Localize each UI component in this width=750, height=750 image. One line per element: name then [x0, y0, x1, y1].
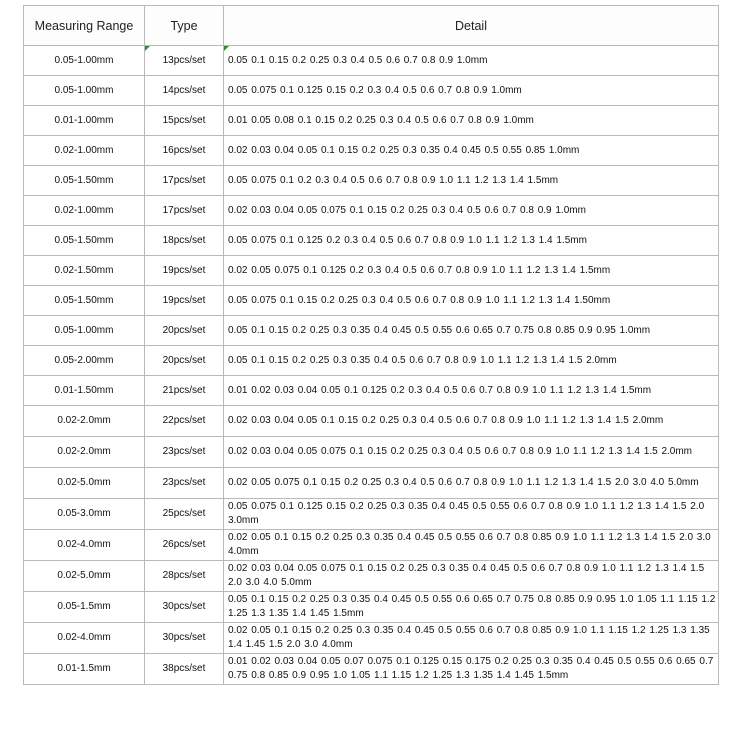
- cell-measuring-range: 0.02-4.0mm: [24, 530, 145, 561]
- cell-measuring-range: 0.05-2.00mm: [24, 346, 145, 376]
- table-body: [24, 46, 719, 685]
- cell-measuring-range: 0.05-3.0mm: [24, 499, 145, 530]
- cell-measuring-range: 0.02-1.00mm: [24, 136, 145, 166]
- cell-type: 26pcs/set: [145, 530, 224, 561]
- cell-measuring-range: 0.05-1.50mm: [24, 166, 145, 196]
- cell-measuring-range: 0.05-1.5mm: [24, 592, 145, 623]
- cell-measuring-range: 0.05-1.50mm: [24, 286, 145, 316]
- cell-type: 20pcs/set: [145, 316, 224, 346]
- header-measuring-range: Measuring Range: [24, 6, 145, 46]
- cell-detail: 0.01 0.02 0.03 0.04 0.05 0.1 0.125 0.2 0.3 0.4 0.5 0.6 0.7 0.8 0.9 1.0 1.1 1.2 1.3 1.4 1.5mm: [224, 376, 719, 406]
- cell-type: 19pcs/set: [145, 286, 224, 316]
- cell-detail: 0.05 0.075 0.1 0.15 0.2 0.25 0.3 0.4 0.5 0.6 0.7 0.8 0.9 1.0 1.1 1.2 1.3 1.4 1.50mm: [224, 286, 719, 316]
- cell-corner-marker-icon: [145, 46, 150, 51]
- cell-detail: 0.01 0.05 0.08 0.1 0.15 0.2 0.25 0.3 0.4 0.5 0.6 0.7 0.8 0.9 1.0mm: [224, 106, 719, 136]
- table-row: [24, 346, 719, 376]
- spec-table-container: [23, 5, 718, 685]
- cell-type: 17pcs/set: [145, 196, 224, 226]
- measuring-range-table: [23, 5, 719, 685]
- cell-measuring-range: 0.01-1.5mm: [24, 654, 145, 685]
- cell-detail: 0.02 0.05 0.1 0.15 0.2 0.25 0.3 0.35 0.4 0.45 0.5 0.55 0.6 0.7 0.8 0.85 0.9 1.0 1.1 1.2 1.3 1.4 1.5 2.0 3.0 4.0mm: [224, 530, 719, 561]
- table-row: [24, 106, 719, 136]
- cell-detail: 0.05 0.075 0.1 0.125 0.15 0.2 0.25 0.3 0.35 0.4 0.45 0.5 0.55 0.6 0.7 0.8 0.9 1.0 1.1 1.2 1.3 1.4 1.5 2.0 3.0mm: [224, 499, 719, 530]
- cell-detail: 0.05 0.1 0.15 0.2 0.25 0.3 0.4 0.5 0.6 0.7 0.8 0.9 1.0mm: [224, 46, 719, 76]
- cell-detail: 0.02 0.03 0.04 0.05 0.075 0.1 0.15 0.2 0.25 0.3 0.4 0.5 0.6 0.7 0.8 0.9 1.0mm: [224, 196, 719, 226]
- cell-measuring-range: 0.05-1.00mm: [24, 316, 145, 346]
- table-row: [24, 166, 719, 196]
- cell-detail: 0.05 0.075 0.1 0.125 0.2 0.3 0.4 0.5 0.6 0.7 0.8 0.9 1.0 1.1 1.2 1.3 1.4 1.5mm: [224, 226, 719, 256]
- table-row: [24, 286, 719, 316]
- cell-type: 38pcs/set: [145, 654, 224, 685]
- cell-detail: 0.02 0.03 0.04 0.05 0.1 0.15 0.2 0.25 0.3 0.4 0.5 0.6 0.7 0.8 0.9 1.0 1.1 1.2 1.3 1.4 1.5 2.0mm: [224, 406, 719, 437]
- cell-detail: 0.02 0.03 0.04 0.05 0.075 0.1 0.15 0.2 0.25 0.3 0.4 0.5 0.6 0.7 0.8 0.9 1.0 1.1 1.2 1.3 1.4 1.5 2.0mm: [224, 437, 719, 468]
- cell-detail: 0.02 0.05 0.075 0.1 0.15 0.2 0.25 0.3 0.4 0.5 0.6 0.7 0.8 0.9 1.0 1.1 1.2 1.3 1.4 1.5 2.0 3.0 4.0 5.0mm: [224, 468, 719, 499]
- cell-measuring-range: 0.02-2.0mm: [24, 437, 145, 468]
- cell-detail: 0.02 0.05 0.075 0.1 0.125 0.2 0.3 0.4 0.5 0.6 0.7 0.8 0.9 1.0 1.1 1.2 1.3 1.4 1.5mm: [224, 256, 719, 286]
- table-row: [24, 468, 719, 499]
- table-row: [24, 316, 719, 346]
- header-detail: Detail: [224, 6, 719, 46]
- table-row: [24, 136, 719, 166]
- table-row: [24, 592, 719, 623]
- cell-type: 18pcs/set: [145, 226, 224, 256]
- cell-type: 17pcs/set: [145, 166, 224, 196]
- cell-measuring-range: 0.05-1.00mm: [24, 76, 145, 106]
- cell-detail: 0.01 0.02 0.03 0.04 0.05 0.07 0.075 0.1 0.125 0.15 0.175 0.2 0.25 0.3 0.35 0.4 0.45 0.5 0.55 0.6 0.65 0.7 0.75 0.8 0.85 0.9 0.95 1.0 1.05 1.1 1.15 1.2 1.25 1.3 1.35 1.4 1.45 1.5mm: [224, 654, 719, 685]
- table-row: [24, 46, 719, 76]
- table-row: [24, 530, 719, 561]
- cell-measuring-range: 0.05-1.00mm: [24, 46, 145, 76]
- cell-measuring-range: 0.02-4.0mm: [24, 623, 145, 654]
- table-row: [24, 654, 719, 685]
- cell-detail: 0.05 0.075 0.1 0.2 0.3 0.4 0.5 0.6 0.7 0.8 0.9 1.0 1.1 1.2 1.3 1.4 1.5mm: [224, 166, 719, 196]
- header-type: Type: [145, 6, 224, 46]
- cell-type: 28pcs/set: [145, 561, 224, 592]
- cell-type: 19pcs/set: [145, 256, 224, 286]
- cell-measuring-range: 0.02-1.50mm: [24, 256, 145, 286]
- table-row: [24, 623, 719, 654]
- cell-type: 30pcs/set: [145, 623, 224, 654]
- cell-type: 21pcs/set: [145, 376, 224, 406]
- cell-detail: 0.02 0.03 0.04 0.05 0.1 0.15 0.2 0.25 0.3 0.35 0.4 0.45 0.5 0.55 0.85 1.0mm: [224, 136, 719, 166]
- cell-type: 25pcs/set: [145, 499, 224, 530]
- cell-type: 20pcs/set: [145, 346, 224, 376]
- table-row: [24, 256, 719, 286]
- header-row: [24, 6, 719, 46]
- cell-measuring-range: 0.02-1.00mm: [24, 196, 145, 226]
- cell-measuring-range: 0.02-2.0mm: [24, 406, 145, 437]
- cell-type: 13pcs/set: [145, 46, 224, 76]
- cell-type: 16pcs/set: [145, 136, 224, 166]
- cell-measuring-range: 0.05-1.50mm: [24, 226, 145, 256]
- table-row: [24, 437, 719, 468]
- table-row: [24, 76, 719, 106]
- table-row: [24, 226, 719, 256]
- table-row: [24, 561, 719, 592]
- cell-type: 14pcs/set: [145, 76, 224, 106]
- cell-measuring-range: 0.01-1.00mm: [24, 106, 145, 136]
- cell-detail: 0.05 0.1 0.15 0.2 0.25 0.3 0.35 0.4 0.5 0.6 0.7 0.8 0.9 1.0 1.1 1.2 1.3 1.4 1.5 2.0mm: [224, 346, 719, 376]
- cell-detail: 0.02 0.03 0.04 0.05 0.075 0.1 0.15 0.2 0.25 0.3 0.35 0.4 0.45 0.5 0.6 0.7 0.8 0.9 1.0 1.1 1.2 1.3 1.4 1.5 2.0 3.0 4.0 5.0mm: [224, 561, 719, 592]
- cell-type: 23pcs/set: [145, 468, 224, 499]
- table-row: [24, 196, 719, 226]
- cell-measuring-range: 0.02-5.0mm: [24, 468, 145, 499]
- cell-detail: 0.05 0.075 0.1 0.125 0.15 0.2 0.3 0.4 0.5 0.6 0.7 0.8 0.9 1.0mm: [224, 76, 719, 106]
- cell-type: 22pcs/set: [145, 406, 224, 437]
- table-row: [24, 499, 719, 530]
- cell-measuring-range: 0.02-5.0mm: [24, 561, 145, 592]
- cell-detail: 0.05 0.1 0.15 0.2 0.25 0.3 0.35 0.4 0.45 0.5 0.55 0.6 0.65 0.7 0.75 0.8 0.85 0.9 0.95 1.0 1.05 1.1 1.15 1.2 1.25 1.3 1.35 1.4 1.45 1.5mm: [224, 592, 719, 623]
- cell-detail: 0.02 0.05 0.1 0.15 0.2 0.25 0.3 0.35 0.4 0.45 0.5 0.55 0.6 0.7 0.8 0.85 0.9 1.0 1.1 1.15 1.2 1.25 1.3 1.35 1.4 1.45 1.5 2.0 3.0 4.0mm: [224, 623, 719, 654]
- cell-type: 23pcs/set: [145, 437, 224, 468]
- cell-type: 30pcs/set: [145, 592, 224, 623]
- cell-corner-marker-icon: [224, 46, 229, 51]
- table-row: [24, 376, 719, 406]
- cell-measuring-range: 0.01-1.50mm: [24, 376, 145, 406]
- table-row: [24, 406, 719, 437]
- cell-detail: 0.05 0.1 0.15 0.2 0.25 0.3 0.35 0.4 0.45 0.5 0.55 0.6 0.65 0.7 0.75 0.8 0.85 0.9 0.95 1.0mm: [224, 316, 719, 346]
- cell-type: 15pcs/set: [145, 106, 224, 136]
